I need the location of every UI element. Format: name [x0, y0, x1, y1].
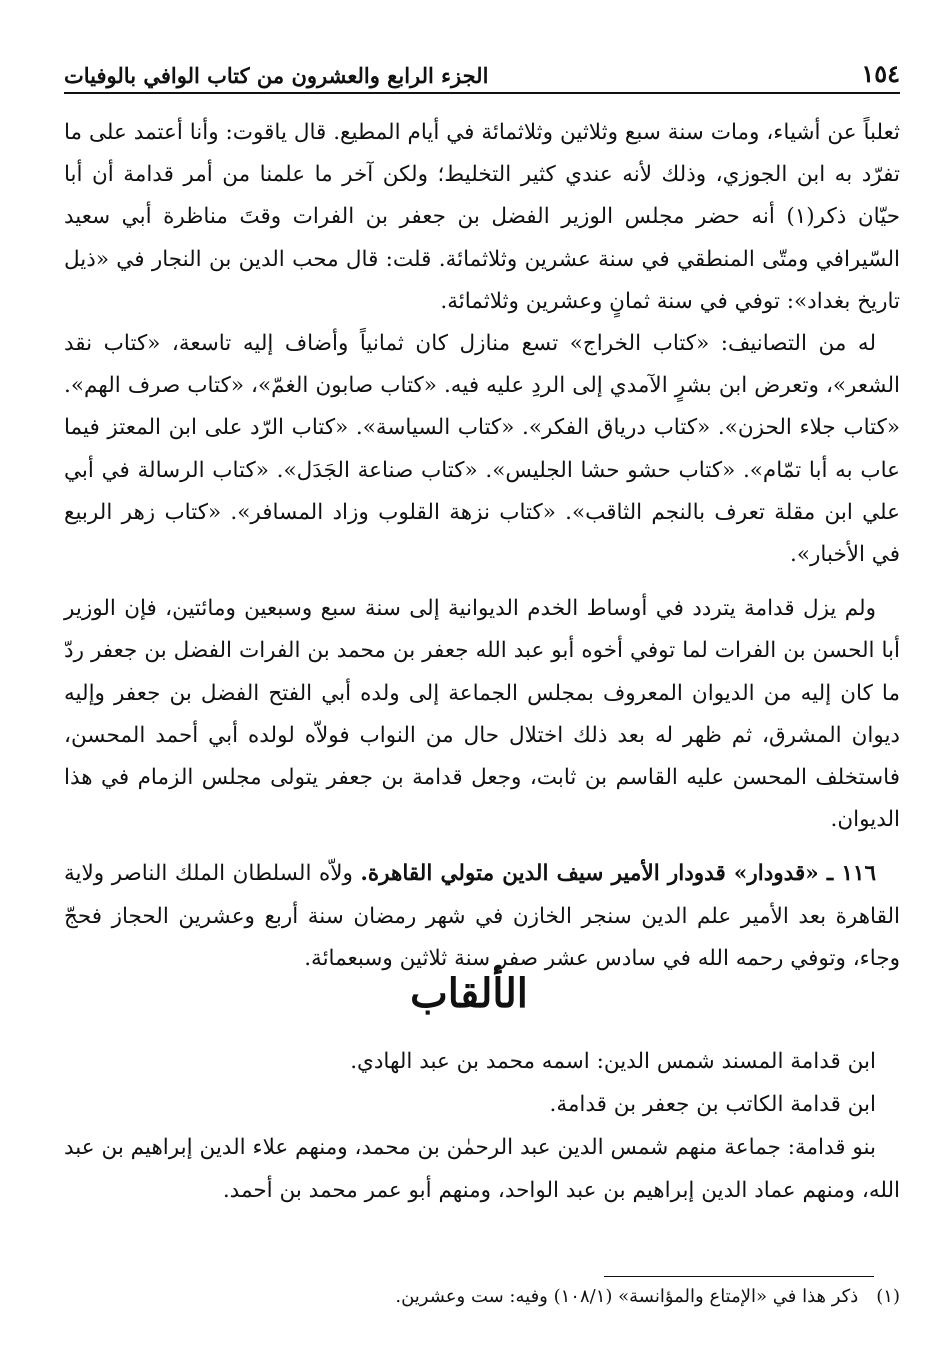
biography-entry	[64, 853, 900, 980]
section-title: الألقاب	[410, 970, 528, 1017]
entry-heading: ١١٦ ـ «قدودار» قدودار الأمير سيف الدين متولي القاهرة.	[360, 861, 877, 887]
page-number: ١٥٤	[861, 59, 900, 88]
running-title: الجزء الرابع والعشرون من كتاب الوافي بالوفيات	[64, 63, 489, 88]
entry-text: ولاّه السلطان الملك الناصر ولاية القاهرة بعد الأمير علم الدين سنجر الخازن في شهر رمضان سنة أربع وعشرين الحجاز فحجّ وجاء، وتوفي رحمه الله في سادس عشر صفر سنة ثلاثين وسبعمائة.	[64, 861, 900, 971]
laqab-item: ابن قدامة الكاتب بن جعفر بن قدامة.	[549, 1092, 876, 1117]
footnote-text: ذكر هذا في «الإمتاع والمؤانسة» (١٠٨/١) وفيه: ست وعشرين.	[395, 1286, 859, 1307]
footnote	[64, 1282, 900, 1312]
alqab-section	[64, 1040, 900, 1212]
paragraph: ولم يزل قدامة يتردد في أوساط الخدم الديوانية إلى سنة سبع وسبعين ومائتين، فإن الوزير أبا الحسن بن الفرات لما توفي أخوه أبو عبد الله جعفر بن محمد بن الفرات الفضل بن جعفر ردّ ما كان إليه من الديوان المعروف بمجلس الجماعة إلى ولده أبي الفتح الفضل بن جعفر وإليه ديوان المشرق، ثم ظهر له بعد ذلك اختلال حال من النواب فولاّه لولده أبي أحمد المحسن، فاستخلف المحسن عليه القاسم بن ثابت، وجعل قدامة بن جعفر يتولى مجلس الزمام في هذا الديوان.	[64, 596, 900, 833]
main-text	[64, 112, 900, 980]
laqab-item: بنو قدامة: جماعة منهم شمس الدين عبد الرحمٰن بن محمد، ومنهم علاء الدين إبراهيم بن عبد الله، ومنهم عماد الدين إبراهيم بن عبد الواحد، ومنهم أبو عمر محمد بن أحمد.	[64, 1135, 900, 1203]
paragraph: ثعلباً عن أشياء، ومات سنة سبع وثلاثين وثلاثمائة في أيام المطيع. قال ياقوت: وأنا أعتمد على ما تفرّد به ابن الجوزي، وذلك لأنه عندي كثير التخليط؛ ولكن آخر ما علمنا من أمر قدامة أن أبا حيّان ذكر(١) أنه حضر مجلس الوزير الفضل بن جعفر بن الفرات وقتَ مناظرة أبي سعيد السّيرافي ومتّى المنطقي في سنة عشرين وثلاثمائة. قلت: قال محب الدين بن النجار في «ذيل تاريخ بغداد»: توفي في سنة ثمانٍ وعشرين وثلاثمائة.	[64, 120, 900, 314]
page-header	[64, 48, 900, 88]
laqab-item: ابن قدامة المسند شمس الدين: اسمه محمد بن عبد الهادي.	[350, 1049, 876, 1074]
paragraph: له من التصانيف: «كتاب الخراج» تسع منازل كان ثمانياً وأضاف إليه تاسعة، «كتاب نقد الشعر»، وتعرض ابن بشرٍ الآمدي إلى الردِ عليه فيه. «كتاب صابون الغمّ»، «كتاب صرف الهم». «كتاب جلاء الحزن». «كتاب درياق الفكر». «كتاب السياسة». «كتاب الرّد على ابن المعتز فيما عاب به أبا تمّام». «كتاب حشو حشا الجليس». «كتاب صناعة الجَدَل». «كتاب الرسالة في أبي علي ابن مقلة تعرف بالنجم الثاقب». «كتاب نزهة القلوب وزاد المسافر». «كتاب زهر الربيع في الأخبار».	[64, 331, 900, 568]
footnote-number: (١)	[876, 1286, 900, 1307]
header-rule	[64, 92, 900, 94]
footnote-rule	[604, 1276, 874, 1277]
